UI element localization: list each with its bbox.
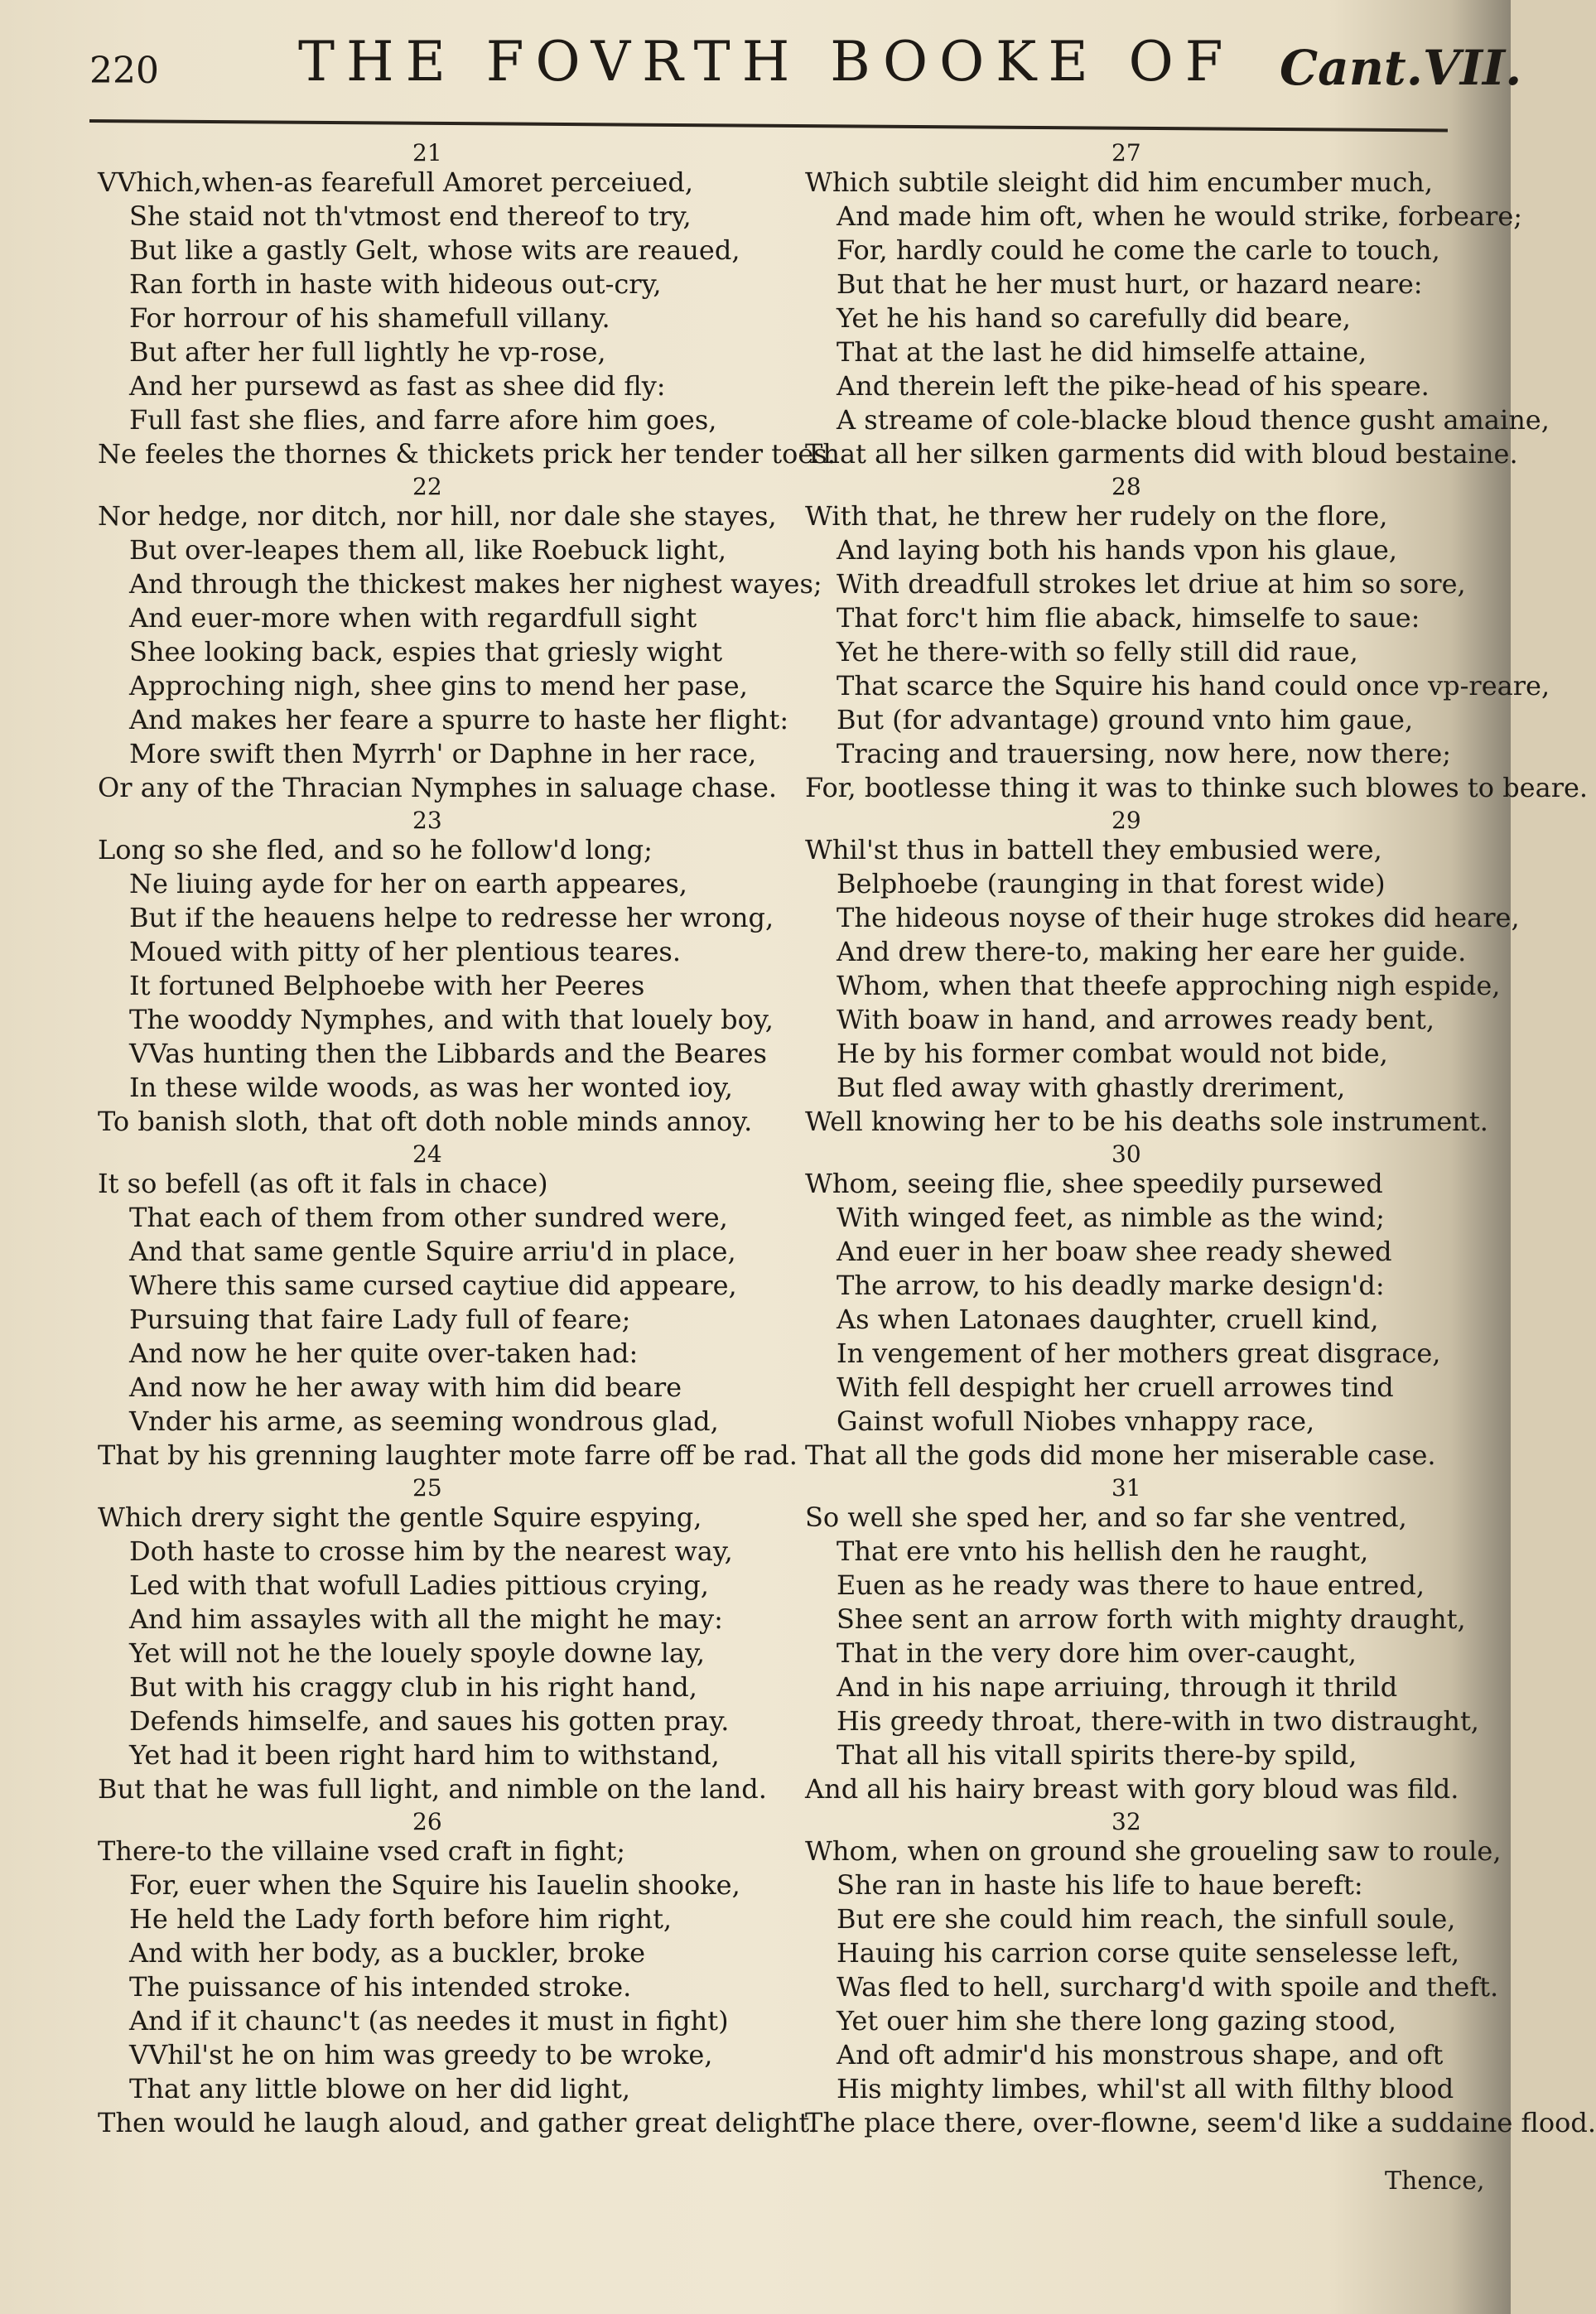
stanza-number: 24: [412, 1140, 442, 1168]
verse-line: Was fled to hell, surcharg'd with spoile and theft.: [837, 1971, 1499, 2003]
verse-line: Yet will not he the louely spoyle downe lay,: [129, 1637, 706, 1669]
canto-label: Cant.VII.: [1280, 40, 1522, 96]
stanza: [805, 139, 1550, 471]
verse-line: As when Latonaes daughter, cruell kind,: [837, 1304, 1379, 1335]
verse-line: And drew there-to, making her eare her guide.: [837, 936, 1467, 967]
stanza-lines: [98, 1501, 767, 1806]
verse-line: That all her silken garments did with bloud bestaine.: [805, 438, 1518, 470]
verse-line: Shee looking back, espies that griesly wight: [129, 636, 723, 668]
verse-line: And him assayles with all the might he may:: [129, 1603, 723, 1635]
stanza-number: 27: [1111, 139, 1141, 166]
verse-line: The puissance of his intended stroke.: [129, 1971, 632, 2003]
verse-line: But after her full lightly he vp-rose,: [129, 336, 606, 368]
stanza-number: 23: [412, 807, 442, 834]
verse-line: VVas hunting then the Libbards and the Beares: [129, 1038, 767, 1069]
verse-line: Defends himselfe, and saues his gotten pray.: [129, 1705, 730, 1737]
verse-line: And that same gentle Squire arriu'd in place,: [129, 1236, 736, 1267]
verse-line: His greedy throat, there-with in two distraught,: [837, 1705, 1479, 1737]
verse-line: And euer-more when with regardfull sight: [129, 602, 697, 634]
verse-line: And oft admir'd his monstrous shape, and oft: [837, 2039, 1444, 2071]
verse-line: And all his hairy breast with gory bloud was fild.: [805, 1773, 1459, 1805]
verse-line: And makes her feare a spurre to haste her flight:: [129, 704, 789, 735]
verse-line: With fell despight her cruell arrowes tind: [837, 1372, 1394, 1403]
verse-line: Gainst wofull Niobes vnhappy race,: [837, 1405, 1315, 1437]
stanza: [805, 807, 1520, 1139]
verse-line: Moued with pitty of her plentious teares.: [129, 936, 682, 967]
verse-line: And through the thickest makes her nighest wayes;: [129, 568, 822, 600]
header-rule: [89, 119, 1448, 132]
verse-line: But if the heauens helpe to redresse her wrong,: [129, 902, 774, 933]
verse-line: Which drery sight the gentle Squire espying,: [98, 1502, 702, 1533]
verse-line: For, euer when the Squire his Iauelin shooke,: [129, 1869, 740, 1901]
stanza-number: 22: [412, 473, 442, 500]
verse-line: Led with that wofull Ladies pittious crying,: [129, 1569, 709, 1601]
verse-line: Ne feeles the thornes & thickets prick her tender toes.: [98, 438, 836, 470]
stanza-number: 25: [412, 1474, 442, 1502]
stanza-lines: [805, 166, 1550, 471]
stanza-number: 26: [412, 1808, 442, 1835]
verse-line: Whom, when on ground she groueling saw to roule,: [805, 1835, 1502, 1867]
verse-line: Whom, seeing flie, shee speedily pursewed: [805, 1168, 1383, 1199]
verse-line: But ere she could him reach, the sinfull soule,: [837, 1903, 1456, 1935]
running-header: [0, 0, 1522, 133]
verse-line: For, hardly could he come the carle to touch,: [837, 234, 1440, 266]
verse-line: In these wilde woods, as was her wonted ioy,: [129, 1072, 733, 1103]
verse-line: In vengement of her mothers great disgrace,: [837, 1338, 1441, 1369]
verse-line: With winged feet, as nimble as the wind;: [837, 1202, 1385, 1233]
verse-line: And now he her quite over-taken had:: [129, 1338, 639, 1369]
verse-line: Shee sent an arrow forth with mighty draught,: [837, 1603, 1466, 1635]
verse-line: But (for advantage) ground vnto him gaue,: [837, 704, 1414, 735]
stanza: [805, 1808, 1596, 2140]
verse-line: He held the Lady forth before him right,: [129, 1903, 673, 1935]
verse-line: And therein left the pike-head of his speare.: [837, 370, 1430, 402]
verse-line: Whil'st thus in battell they embusied were,: [805, 834, 1382, 865]
verse-line: That scarce the Squire his hand could once vp-reare,: [837, 670, 1550, 701]
verse-line: It fortuned Belphoebe with her Peeres: [129, 970, 645, 1001]
running-title: THE FOVRTH BOOKE OF: [298, 30, 1235, 94]
verse-line: Approching nigh, shee gins to mend her pase,: [129, 670, 748, 701]
stanza: [805, 1142, 1468, 1473]
verse-line: That in the very dore him over-caught,: [837, 1637, 1357, 1669]
verse-line: That forc't him flie aback, himselfe to saue:: [837, 602, 1420, 634]
stanza: [98, 473, 822, 805]
verse-line: Which subtile sleight did him encumber much,: [805, 166, 1434, 198]
verse-line: Ran forth in haste with hideous out-cry,: [129, 268, 662, 300]
verse-line: But fled away with ghastly dreriment,: [837, 1072, 1346, 1103]
stanza-lines: [805, 1501, 1479, 1806]
verse-line: With dreadfull strokes let driue at him so sore,: [837, 568, 1466, 600]
verse-line: The place there, over-flowne, seem'd like a suddaine flood.: [805, 2107, 1596, 2138]
verse-line: Yet ouer him she there long gazing stood,: [837, 2005, 1397, 2037]
stanza: [805, 473, 1589, 805]
verse-line: So well she sped her, and so far she ventred,: [805, 1502, 1407, 1533]
verse-line: VVhich,when-as fearefull Amoret perceiued,: [98, 166, 693, 198]
verse-line: Or any of the Thracian Nymphes in saluage chase.: [98, 772, 778, 803]
verse-line: Then would he laugh aloud, and gather great delight.: [98, 2107, 818, 2138]
verse-line: Yet had it been right hard him to withstand,: [129, 1739, 720, 1771]
verse-line: Full fast she flies, and farre afore him goes,: [129, 404, 717, 436]
stanza: [805, 1474, 1479, 1806]
verse-line: And in his nape arriuing, through it thrild: [837, 1671, 1398, 1703]
verse-line: That ere vnto his hellish den he raught,: [837, 1535, 1369, 1567]
stanza-lines: [98, 499, 822, 805]
stanza-lines: [98, 1167, 798, 1473]
verse-line: Ne liuing ayde for her on earth appeares,: [129, 868, 687, 899]
verse-line: And with her body, as a buckler, broke: [129, 1937, 646, 1969]
verse-line: Vnder his arme, as seeming wondrous glad,: [129, 1405, 719, 1437]
verse-line: Whom, when that theefe approching nigh espide,: [837, 970, 1501, 1001]
verse-line: Nor hedge, nor ditch, nor hill, nor dale she stayes,: [98, 500, 777, 532]
stanza-number: 32: [1111, 1808, 1141, 1835]
verse-line: And laying both his hands vpon his glaue,: [837, 534, 1398, 566]
verse-line: That by his grenning laughter mote farre off be rad.: [98, 1439, 798, 1471]
stanza: [98, 1474, 767, 1806]
verse-line: Well knowing her to be his deaths sole instrument.: [805, 1106, 1488, 1137]
verse-line: More swift then Myrrh' or Daphne in her race,: [129, 738, 757, 769]
right-column: [805, 139, 1596, 2140]
verse-line: But that he was full light, and nimble on the land.: [98, 1773, 767, 1805]
verse-line: Yet he his hand so carefully did beare,: [837, 302, 1351, 334]
stanza-number: 28: [1111, 473, 1141, 500]
verse-line: Pursuing that faire Lady full of feare;: [129, 1304, 631, 1335]
verse-line: Euen as he ready was there to haue entred,: [837, 1569, 1425, 1601]
stanza-lines: [805, 1834, 1596, 2140]
verse-line: That any little blowe on her did light,: [129, 2073, 631, 2104]
verse-line: VVhil'st he on him was greedy to be wroke,: [129, 2039, 713, 2071]
verse-line: That all his vitall spirits there-by spild,: [837, 1739, 1357, 1771]
verse-line: That at the last he did himselfe attaine,: [837, 336, 1367, 368]
verse-line: And euer in her boaw shee ready shewed: [837, 1236, 1392, 1267]
stanza-lines: [805, 1167, 1468, 1473]
verse-line: With boaw in hand, and arrowes ready bent,: [837, 1004, 1435, 1035]
verse-line: Tracing and trauersing, now here, now there;: [837, 738, 1452, 769]
verse-line: Yet he there-with so felly still did raue,: [837, 636, 1358, 668]
stanza: [98, 807, 774, 1139]
left-column: [98, 139, 836, 2140]
stanza-lines: [98, 166, 836, 471]
verse-line: But with his craggy club in his right hand,: [129, 1671, 697, 1703]
stanza: [98, 139, 836, 471]
verse-line: For, bootlesse thing it was to thinke such blowes to beare.: [805, 772, 1589, 803]
verse-line: But over-leapes them all, like Roebuck light,: [129, 534, 727, 566]
stanza-number: 21: [412, 139, 442, 166]
verse-line: With that, he threw her rudely on the flore,: [805, 500, 1388, 532]
verse-line: And if it chaunc't (as needes it must in fight): [129, 2005, 729, 2037]
verse-line: That each of them from other sundred were,: [129, 1202, 728, 1233]
verse-line: And now he her away with him did beare: [129, 1372, 682, 1403]
verse-line: Long so she fled, and so he follow'd long;: [98, 834, 653, 865]
verse-line: She ran in haste his life to haue bereft:: [837, 1869, 1363, 1901]
verse-line: He by his former combat would not bide,: [837, 1038, 1388, 1069]
verse-line: For horrour of his shamefull villany.: [129, 302, 610, 334]
verse-line: She staid not th'vtmost end thereof to try,: [129, 200, 692, 232]
stanza-lines: [98, 1834, 818, 2140]
stanza: [98, 1140, 798, 1473]
stanza-number: 29: [1111, 807, 1141, 834]
stanza-number: 30: [1111, 1140, 1141, 1168]
verse-line: That all the gods did mone her miserable case.: [805, 1439, 1436, 1471]
stanza-lines: [805, 833, 1520, 1139]
stanza-number: 31: [1111, 1474, 1141, 1502]
verse-line: His mighty limbes, whil'st all with filthy blood: [837, 2073, 1454, 2104]
verse-line: To banish sloth, that oft doth noble minds annoy.: [98, 1106, 753, 1137]
verse-line: The hideous noyse of their huge strokes did heare,: [837, 902, 1520, 933]
verse-line: It so befell (as oft it fals in chace): [98, 1168, 548, 1199]
verse-line: But like a gastly Gelt, whose wits are reaued,: [129, 234, 740, 266]
verse-line: And made him oft, when he would strike, forbeare;: [837, 200, 1523, 232]
stanza-lines: [98, 833, 774, 1139]
verse-line: But that he her must hurt, or hazard neare:: [837, 268, 1423, 300]
verse-line: A streame of cole-blacke bloud thence gusht amaine,: [837, 404, 1550, 436]
catchword: Thence,: [1385, 2167, 1485, 2196]
verse-line: Hauing his carrion corse quite senselesse left,: [837, 1937, 1460, 1969]
page-number: 220: [89, 50, 159, 92]
verse-line: The arrow, to his deadly marke design'd:: [837, 1270, 1385, 1301]
verse-line: Where this same cursed caytiue did appeare,: [129, 1270, 737, 1301]
stanza: [98, 1808, 818, 2140]
verse-line: Belphoebe (raunging in that forest wide): [837, 868, 1386, 899]
stanza-lines: [805, 499, 1589, 805]
verse-line: There-to the villaine vsed craft in fight;: [98, 1835, 625, 1867]
verse-line: The wooddy Nymphes, and with that louely boy,: [129, 1004, 774, 1035]
verse-line: And her pursewd as fast as shee did fly:: [129, 370, 666, 402]
verse-line: Doth haste to crosse him by the nearest way,: [129, 1535, 733, 1567]
